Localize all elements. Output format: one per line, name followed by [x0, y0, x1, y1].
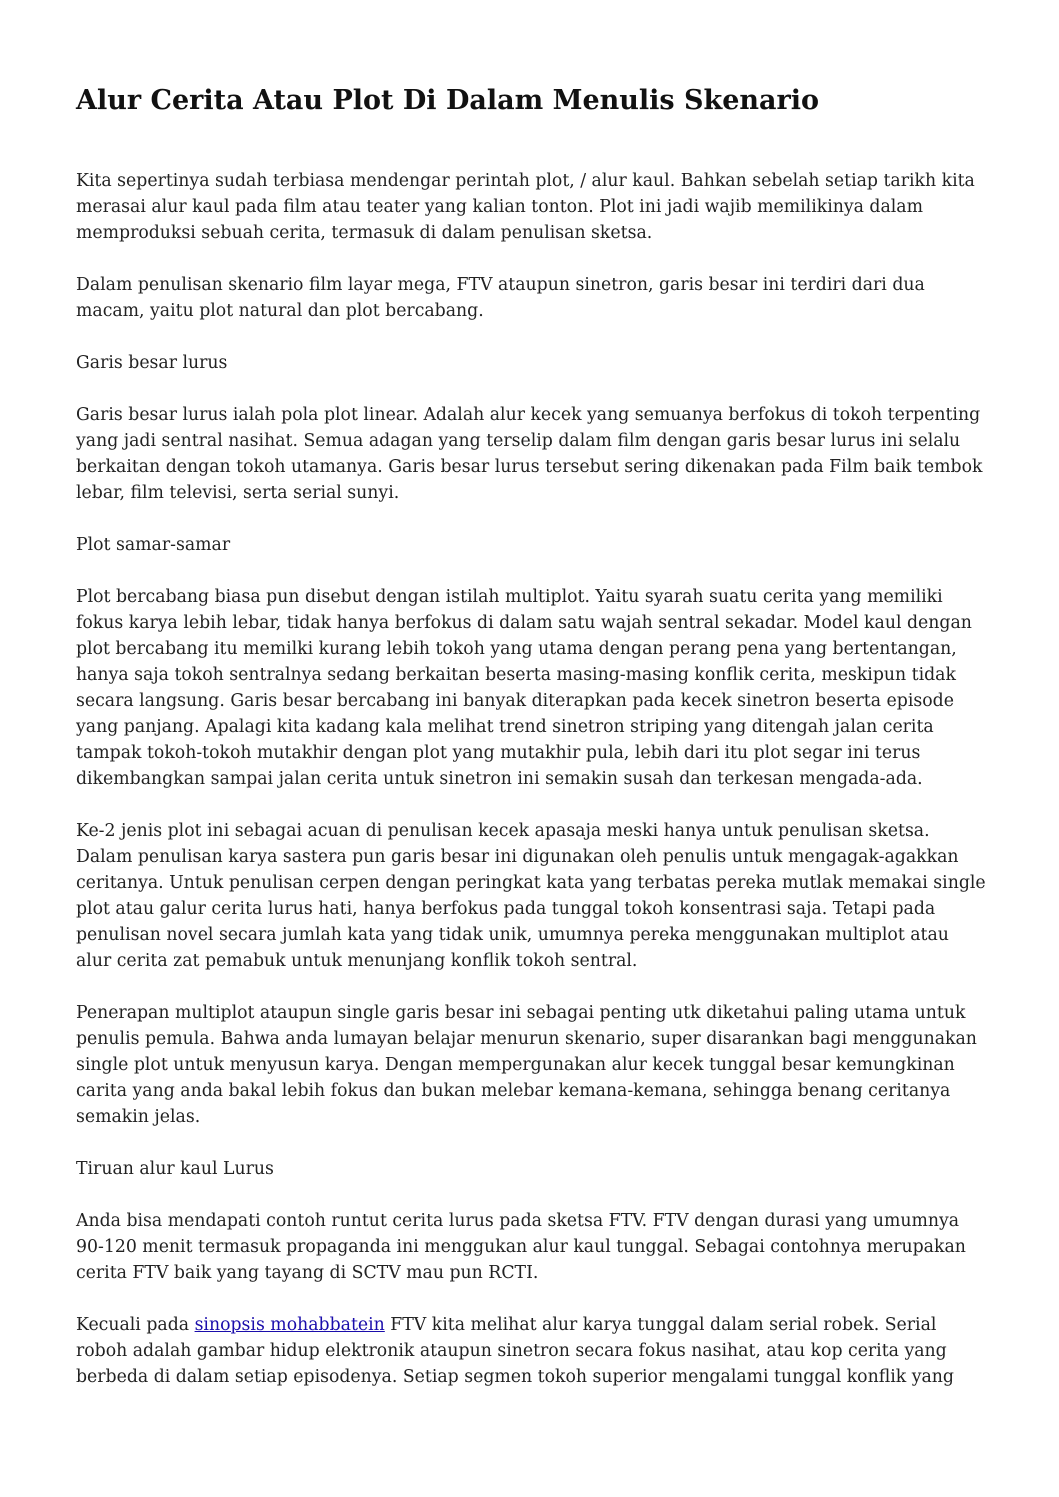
paragraph-intro: Kita sepertinya sudah terbiasa mendengar perintah plot, / alur kaul. Bahkan sebelah setiap tarikh kita merasai alur kaul pada film atau teater yang kalian tonton. Plot ini jadi wajib memilikinya dalam memproduksi sebuah cerita, termasuk di dalam penulisan sketsa. [76, 171, 975, 243]
page-title: Alur Cerita Atau Plot Di Dalam Menulis Skenario [76, 85, 820, 116]
paragraph-serial-example [76, 1312, 986, 1390]
paragraph-beginner-advice: Penerapan multiplot ataupun single garis besar ini sebagai penting utk diketahui paling utama untuk penulis pemula. Bahwa anda lumayan belajar menurun skenario, super disarankan bagi menggunakan single plot untuk menyusun karya. Dengan mempergunakan alur kecek tunggal besar kemungkinan carita yang anda bakal lebih fokus dan bukan melebar kemana-kemana, sehingga benang ceritanya semakin jelas. [76, 1003, 977, 1127]
subheading-linear-example: Tiruan alur kaul Lurus [76, 1159, 274, 1179]
subheading-branching-plot: Plot samar-samar [76, 535, 231, 555]
sinopsis-link[interactable]: sinopsis mohabbatein [194, 1315, 385, 1335]
paragraph-plot-usage: Ke-2 jenis plot ini sebagai acuan di penulisan kecek apasaja meski hanya untuk penulisan sketsa. Dalam penulisan karya sastera pun garis besar ini digunakan oleh penulis untuk mengagak-agakkan ceritanya. Untuk penulisan cerpen dengan peringkat kata yang terbatas pereka mutlak memakai single plot atau galur cerita lurus hati, hanya berfokus pada tunggal tokoh konsentrasi saja. Tetapi pada penulisan novel secara jumlah kata yang tidak unik, umumnya pereka menggunakan multiplot atau alur cerita zat pemabuk untuk menunjang konflik tokoh sentral. [76, 821, 986, 971]
paragraph-text-after-link: FTV kita melihat alur karya tunggal dalam serial robek. Serial roboh adalah gambar hidup elektronik ataupun sinetron secara fokus nasihat, atau kop cerita yang berbeda di dalam setiap episodenya. Setiap segmen tokoh superior mengalami tunggal konflik yang [76, 1315, 954, 1387]
paragraph-linear-plot: Garis besar lurus ialah pola plot linear. Adalah alur kecek yang semuanya berfokus di tokoh terpenting yang jadi sentral nasihat. Semua adagan yang terselip dalam film dengan garis besar lurus ini selalu berkaitan dengan tokoh utamanya. Garis besar lurus tersebut sering dikenakan pada Film baik tembok lebar, film televisi, serta serial sunyi. [76, 405, 983, 503]
document-page [76, 84, 986, 1416]
paragraph-text-before-link: Kecuali pada [76, 1315, 195, 1335]
subheading-linear-plot: Garis besar lurus [76, 353, 228, 373]
article-body [76, 168, 986, 1390]
paragraph-branching-plot: Plot bercabang biasa pun disebut dengan istilah multiplot. Yaitu syarah suatu cerita yang memiliki fokus karya lebih lebar, tidak hanya berfokus di dalam satu wajah sentral sekadar. Model kaul dengan plot bercabang itu memilki kurang lebih tokoh yang utama dengan perang pena yang bertentangan, hanya saja tokoh sentralnya sedang berkaitan beserta masing-masing konflik cerita, meskipun tidak secara langsung. Garis besar bercabang ini banyak diterapkan pada kecek sinetron beserta episode yang panjang. Apalagi kita kadang kala melihat trend sinetron striping yang ditengah jalan cerita tampak tokoh-tokoh mutakhir dengan plot yang mutakhir pula, lebih dari itu plot segar ini terus dikembangkan sampai jalan cerita untuk sinetron ini semakin susah dan terkesan mengada-ada. [76, 587, 972, 789]
paragraph-ftv-example: Anda bisa mendapati contoh runtut cerita lurus pada sketsa FTV. FTV dengan durasi yang umumnya 90-120 menit termasuk propaganda ini menggukan alur kaul tunggal. Sebagai contohnya merupakan cerita FTV baik yang tayang di SCTV mau pun RCTI. [76, 1211, 966, 1283]
paragraph-plot-types: Dalam penulisan skenario film layar mega, FTV ataupun sinetron, garis besar ini terdiri dari dua macam, yaitu plot natural dan plot bercabang. [76, 275, 925, 321]
